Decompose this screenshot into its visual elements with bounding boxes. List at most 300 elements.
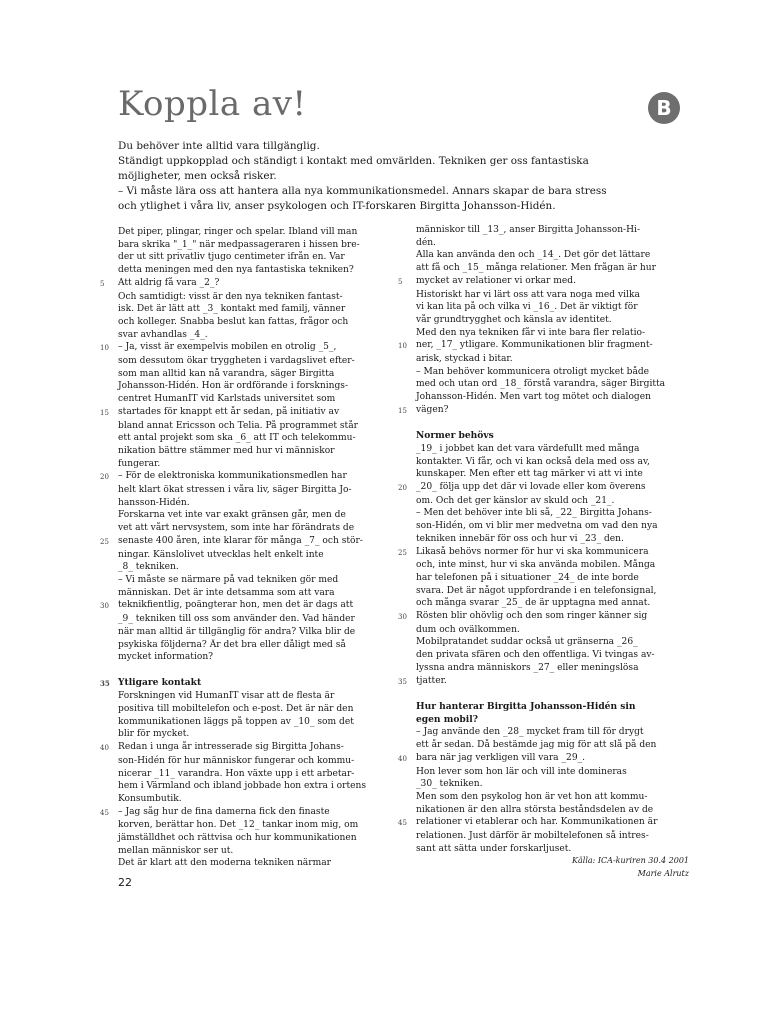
intro-line: Ständigt uppkopplad och ständigt i kontakt med omvärlden. Tekniken ger oss fantastiska (118, 155, 589, 167)
line-text: arisk, styckad i bitar. (416, 354, 513, 365)
intro-line: Du behöver inte alltid vara tillgänglig. (118, 140, 320, 152)
line-number: 5 (398, 277, 403, 286)
line-text: relationer vi etablerar och har. Kommunikationen är (416, 817, 658, 828)
intro-line: – Vi måste lära oss att hantera alla nya kommunikationsmedel. Annars skapar de bara stress (118, 185, 607, 197)
line-text: – Man behöver kommunicera otroligt mycket både (416, 366, 650, 377)
line-number (398, 597, 416, 610)
text-line (100, 587, 395, 600)
line-number (100, 420, 118, 433)
line-text: Historiskt har vi lärt oss att vara noga med vilka (416, 289, 640, 300)
text-line (100, 728, 395, 741)
line-text: positiva till mobiltelefon och e-post. Det är när den (118, 704, 354, 714)
line-text: – Vi måste se närmare på vad tekniken gör med (118, 574, 339, 585)
text-line (100, 755, 395, 768)
line-number (398, 249, 416, 262)
text-line (398, 559, 693, 572)
line-number (100, 857, 118, 870)
text-line (398, 572, 693, 585)
text-line (398, 843, 693, 856)
line-number: 30 (398, 613, 407, 622)
line-text: fungerar. (118, 458, 161, 469)
line-number: 40 (398, 754, 407, 763)
line-text: lyssna andra människors _27_ eller meningslösa (416, 662, 639, 673)
text-line (100, 303, 395, 316)
line-number (100, 380, 118, 393)
line-number (100, 574, 118, 587)
line-number (398, 353, 416, 366)
text-line (398, 585, 693, 598)
text-line (100, 445, 395, 458)
text-line (100, 458, 395, 471)
line-text: när man alltid är tillgänglig för andra? Vilka blir de (118, 626, 356, 637)
line-text: Redan i unga år intresserade sig Birgitta Johans- (118, 742, 344, 753)
line-number (100, 226, 118, 239)
line-text: psykiska följderna? Är det bra eller dåligt med så (118, 639, 346, 650)
paragraph-gap (100, 664, 395, 677)
line-number (398, 262, 416, 275)
line-number (398, 624, 416, 637)
line-text: Ytligare kontakt (118, 676, 202, 688)
line-text: tekniken innebär för oss och hur vi _23_ den. (416, 533, 624, 544)
line-text: korven, berättar hon. Det _12_ tankar inom mig, om (118, 820, 359, 831)
line-number (398, 791, 416, 804)
line-text: kommunikationen läggs på toppen av _10_ som det (118, 716, 354, 727)
text-line (100, 768, 395, 781)
line-number (398, 301, 416, 314)
line-number (398, 391, 416, 404)
text-line (398, 520, 693, 533)
line-number (398, 327, 416, 340)
text-line (398, 830, 693, 843)
text-line (398, 546, 693, 560)
line-text: hansson-Hidén. (118, 497, 190, 508)
source-line (398, 855, 693, 868)
line-number (100, 832, 118, 845)
text-line (398, 314, 693, 327)
section-heading (398, 701, 693, 714)
line-text: – Ja, visst är exempelvis mobilen en otrolig _5_, (118, 342, 337, 353)
line-text: den privata sfären och den offentliga. Vi tvingas av- (416, 650, 655, 661)
line-number (100, 368, 118, 381)
line-number: 45 (100, 808, 109, 817)
line-text: har telefonen på i situationer _24_ de inte borde (416, 572, 639, 583)
line-number (398, 468, 416, 481)
text-line (100, 470, 395, 484)
line-number (398, 559, 416, 572)
line-number (398, 585, 416, 598)
line-number (398, 456, 416, 469)
line-text: Med den nya tekniken får vi inte bara fler relatio- (416, 327, 646, 338)
line-text: ningar. Känslolivet utvecklas helt enkelt inte (118, 549, 324, 560)
section-heading (398, 430, 693, 443)
line-number (398, 636, 416, 649)
line-text: som dessutom ökar tryggheten i vardagslivet efter- (118, 356, 355, 367)
text-line (100, 741, 395, 755)
text-line (100, 806, 395, 820)
line-number (100, 651, 118, 664)
line-text: Forskarna vet inte var exakt gränsen går, men de (118, 510, 346, 521)
text-line (100, 613, 395, 626)
line-text: ett antal projekt som ska _6_ att IT och telekommu- (118, 433, 356, 444)
line-number: 5 (100, 279, 105, 288)
line-text: kontakter. Vi får, och vi kan också dela med oss av, (416, 456, 650, 467)
line-number: 35 (100, 678, 110, 688)
text-line (398, 597, 693, 610)
line-text: Likaså behövs normer för hur vi ska kommunicera (416, 546, 649, 557)
text-line (398, 804, 693, 817)
text-line (100, 599, 395, 613)
line-number (398, 830, 416, 843)
line-number (398, 726, 416, 739)
line-number: 30 (100, 602, 109, 611)
text-line (398, 816, 693, 830)
line-text: senaste 400 åren, inte klarar för många _7_ och stör- (118, 535, 363, 546)
line-text: och många svarar _25_ de är upptagna med annat. (416, 598, 651, 609)
left-column (100, 226, 395, 870)
line-text: att få och _15_ många relationer. Men frågan är hur (416, 263, 656, 274)
line-text: ner, _17_ ytligare. Kommunikationen blir fragment- (416, 340, 653, 351)
line-number: 20 (398, 484, 407, 493)
text-line (398, 624, 693, 637)
text-line (100, 380, 395, 393)
line-text: teknikfientlig, poängterar hon, men det är dags att (118, 600, 354, 611)
paragraph-gap (398, 688, 693, 701)
line-number (100, 239, 118, 252)
line-number (100, 497, 118, 510)
text-line (100, 780, 395, 793)
line-text: – Jag såg hur de fina damerna fick den finaste (118, 806, 330, 817)
text-line (398, 649, 693, 662)
line-text: – Men det behöver inte bli så, _22_ Birgitta Johans- (416, 508, 652, 519)
text-line (398, 675, 693, 689)
text-line (100, 264, 395, 277)
line-number (398, 366, 416, 379)
line-text: _8_ tekniken. (118, 562, 179, 573)
text-line (398, 224, 693, 237)
line-text: detta meningen med den nya fantastiska tekniken? (118, 265, 354, 276)
line-text: nikation bättre stämmer med hur vi människor (118, 445, 335, 456)
line-text: Hur hanterar Birgitta Johansson-Hidén sin (416, 700, 636, 712)
text-line (398, 495, 693, 508)
line-number (100, 251, 118, 264)
line-number (100, 445, 118, 458)
line-text: och, inte minst, hur vi ska använda mobilen. Många (416, 560, 656, 571)
line-number (100, 755, 118, 768)
line-number (100, 509, 118, 522)
text-line (100, 355, 395, 368)
line-number (100, 561, 118, 574)
line-text: relationen. Just därför är mobiltelefonen så intres- (416, 831, 649, 842)
text-line (100, 226, 395, 239)
line-text: egen mobil? (416, 713, 478, 725)
text-line (398, 726, 693, 739)
text-line (100, 522, 395, 535)
text-line (100, 549, 395, 562)
text-line (100, 690, 395, 703)
line-text: startades för knappt ett år sedan, på initiativ av (118, 406, 340, 417)
section-heading (100, 677, 395, 691)
line-number (100, 432, 118, 445)
line-text: Det piper, plingar, ringer och spelar. Ibland vill man (118, 227, 358, 237)
line-number (100, 264, 118, 277)
text-line (100, 857, 395, 870)
line-text: tjatter. (416, 675, 447, 686)
line-number: 20 (100, 473, 109, 482)
line-number (398, 507, 416, 520)
line-number (398, 572, 416, 585)
line-number (398, 237, 416, 250)
line-text: vi kan lita på och vilka vi _16_. Det är viktigt för (416, 302, 638, 313)
line-number (100, 613, 118, 626)
line-text: _9_ tekniken till oss som använder den. Vad händer (118, 614, 355, 625)
line-text: människor till _13_, anser Birgitta Johansson-Hi- (416, 225, 641, 235)
text-line (398, 237, 693, 250)
article-title: Koppla av! (118, 84, 307, 124)
text-line (100, 832, 395, 845)
text-line (100, 639, 395, 652)
line-text: Johansson-Hidén. Hon är ordförande i forsknings- (118, 381, 349, 392)
line-text: – Jag använde den _28_ mycket fram till för drygt (416, 727, 644, 738)
line-text: svar avhandlas _4_. (118, 329, 208, 340)
line-number (100, 522, 118, 535)
text-line (398, 610, 693, 624)
line-number (100, 355, 118, 368)
text-line (100, 406, 395, 420)
text-line (100, 251, 395, 264)
line-number (398, 430, 416, 443)
line-text: Alla kan använda den och _14_. Det gör det lättare (416, 250, 651, 261)
text-line (100, 484, 395, 497)
right-column (398, 224, 693, 881)
line-number (100, 728, 118, 741)
line-text: mycket information? (118, 652, 214, 663)
line-text: blir för mycket. (118, 729, 190, 740)
text-line (100, 316, 395, 329)
line-number (100, 690, 118, 703)
line-number (398, 701, 416, 714)
text-line (100, 535, 395, 549)
line-number (100, 780, 118, 793)
line-number (100, 329, 118, 342)
line-number (100, 639, 118, 652)
line-text: isk. Det är lätt att _3_ kontakt med familj, vänner (118, 304, 346, 315)
text-line (100, 509, 395, 522)
section-heading (398, 714, 693, 727)
line-text: som man alltid kan nå varandra, säger Birgitta (118, 368, 335, 379)
line-number (100, 291, 118, 304)
line-number (398, 533, 416, 546)
text-line (100, 651, 395, 664)
text-line (100, 497, 395, 510)
line-number (398, 649, 416, 662)
line-text: Johansson-Hidén. Men vart tog mötet och dialogen (416, 392, 651, 403)
line-number: 35 (398, 677, 407, 686)
text-line (100, 277, 395, 291)
text-line (398, 468, 693, 481)
text-line (100, 845, 395, 858)
line-text: nicerar _11_ varandra. Hon växte upp i ett arbetar- (118, 768, 355, 779)
line-text: Men som den psykolog hon är vet hon att kommu- (416, 791, 648, 802)
line-text: vägen? (416, 404, 449, 415)
line-number (100, 845, 118, 858)
line-text: _30_ tekniken. (416, 779, 483, 790)
line-text: _20_ följa upp det där vi lovade eller kom överens (416, 482, 646, 493)
text-line (398, 301, 693, 314)
text-line (398, 339, 693, 353)
line-text: Att aldrig få vara _2_? (118, 277, 220, 288)
text-line (100, 574, 395, 587)
line-text: Rösten blir ohövlig och den som ringer känner sig (416, 611, 648, 622)
line-text: Normer behövs (416, 430, 494, 442)
text-line (398, 507, 693, 520)
line-text: Det är klart att den moderna tekniken närmar (118, 858, 331, 869)
article-intro (118, 139, 678, 214)
line-text: bland annat Ericsson och Telia. På programmet står (118, 420, 358, 431)
text-line (398, 443, 693, 456)
line-number (100, 819, 118, 832)
line-text: helt klart ökat stressen i våra liv, säger Birgitta Jo- (118, 485, 352, 496)
line-text: Källa: ICA-kuriren 30.4 2001 (572, 856, 689, 866)
line-number (398, 714, 416, 727)
line-text: der ut sitt privatliv tjugo centimeter ifrån en. Var (118, 252, 345, 263)
line-text: med och utan ord _18_ förstå varandra, säger Birgitta (416, 379, 666, 390)
line-number (100, 316, 118, 329)
line-number (398, 778, 416, 791)
line-text: dén. (416, 237, 436, 248)
line-text: jämställdhet och rättvisa och hur kommunikationen (118, 833, 357, 844)
text-line (398, 752, 693, 766)
page-number: 22 (118, 876, 132, 889)
paragraph-gap (398, 418, 693, 431)
text-line (398, 366, 693, 379)
text-line (100, 329, 395, 342)
line-number (100, 793, 118, 806)
line-number (100, 458, 118, 471)
line-text: bara när jag verkligen vill vara _29_. (416, 752, 586, 763)
line-text: sant att sätta under forskarljuset. (416, 843, 572, 854)
text-line (398, 481, 693, 495)
line-number: 25 (100, 537, 109, 546)
line-text: mycket av relationer vi orkar med. (416, 275, 576, 286)
line-text: son-Hidén för hur människor fungerar och kommu- (118, 755, 355, 766)
text-line (100, 291, 395, 304)
text-line (398, 404, 693, 418)
text-line (100, 561, 395, 574)
line-text: hem i Värmland och ibland jobbade hon extra i ortens (118, 781, 367, 792)
line-text: – För de elektroniska kommunikationsmedlen har (118, 471, 347, 482)
line-number (398, 443, 416, 456)
line-text: och kolleger. Snabba beslut kan fattas, frågor och (118, 316, 349, 327)
line-number (100, 716, 118, 729)
line-text: vår grundtrygghet och känsla av identitet. (416, 314, 612, 325)
line-text: mellan människor ser ut. (118, 845, 234, 856)
text-line (100, 341, 395, 355)
line-number (398, 495, 416, 508)
text-line (398, 289, 693, 302)
line-text: centret HumanIT vid Karlstads universitet som (118, 394, 336, 405)
line-number (100, 703, 118, 716)
text-line (398, 791, 693, 804)
line-number (398, 804, 416, 817)
line-number (398, 662, 416, 675)
level-badge: B (648, 92, 680, 124)
line-number (100, 393, 118, 406)
text-line (398, 262, 693, 275)
intro-line: och ytlighet i våra liv, anser psykologen och IT-forskaren Birgitta Johansson-Hidén. (118, 200, 556, 212)
line-text: Marie Alrutz (637, 869, 689, 879)
text-line (398, 636, 693, 649)
text-line (100, 626, 395, 639)
text-line (398, 378, 693, 391)
text-line (100, 420, 395, 433)
line-number (100, 768, 118, 781)
text-line (398, 766, 693, 779)
line-text: Konsumbutik. (118, 793, 182, 804)
line-number: 15 (100, 408, 109, 417)
text-line (100, 793, 395, 806)
line-number (398, 843, 416, 856)
line-number (398, 766, 416, 779)
line-number: 40 (100, 744, 109, 753)
text-line (398, 739, 693, 752)
line-text: dum och ovälkommen. (416, 624, 520, 635)
text-line (100, 716, 395, 729)
text-line (398, 391, 693, 404)
text-line (100, 368, 395, 381)
text-line (398, 327, 693, 340)
line-text: vet att vårt nervsystem, som inte har förändrats de (118, 523, 355, 534)
line-text: ett år sedan. Då bestämde jag mig för att slå på den (416, 740, 657, 751)
line-text: bara skrika "_1_" när medpassageraren i hissen bre- (118, 239, 360, 250)
line-text: kunskaper. Men efter ett tag märker vi att vi inte (416, 469, 643, 480)
line-text: Forskningen vid HumanIT visar att de flesta är (118, 691, 335, 702)
line-text: _19_ i jobbet kan det vara värdefullt med många (416, 443, 640, 454)
line-number (398, 378, 416, 391)
line-text: svara. Det är något uppfordrande i en telefonsignal, (416, 585, 657, 596)
line-number: 10 (398, 342, 407, 351)
text-line (100, 819, 395, 832)
text-line (100, 239, 395, 252)
text-line (398, 275, 693, 289)
line-number: 15 (398, 406, 407, 415)
line-text: nikationen är den allra största beståndsdelen av de (416, 804, 654, 815)
line-number (398, 739, 416, 752)
text-line (398, 456, 693, 469)
line-text: son-Hidén, om vi blir mer medvetna om vad den nya (416, 521, 658, 532)
line-number: 25 (398, 548, 407, 557)
line-number (100, 587, 118, 600)
line-number (398, 520, 416, 533)
text-line (100, 703, 395, 716)
line-number (398, 224, 416, 237)
line-text: Hon lever som hon lär och vill inte domineras (416, 766, 627, 777)
text-line (398, 662, 693, 675)
line-number (100, 626, 118, 639)
text-line (398, 353, 693, 366)
source-line (398, 868, 693, 881)
text-line (398, 533, 693, 546)
line-number: 45 (398, 819, 407, 828)
text-line (100, 432, 395, 445)
line-text: Mobilpratandet suddar också ut gränserna _26_ (416, 637, 638, 648)
line-number (100, 303, 118, 316)
text-line (398, 249, 693, 262)
text-line (100, 393, 395, 406)
line-number (100, 549, 118, 562)
line-number (100, 484, 118, 497)
line-number (398, 314, 416, 327)
line-text: människan. Det är inte detsamma som att vara (118, 587, 335, 598)
